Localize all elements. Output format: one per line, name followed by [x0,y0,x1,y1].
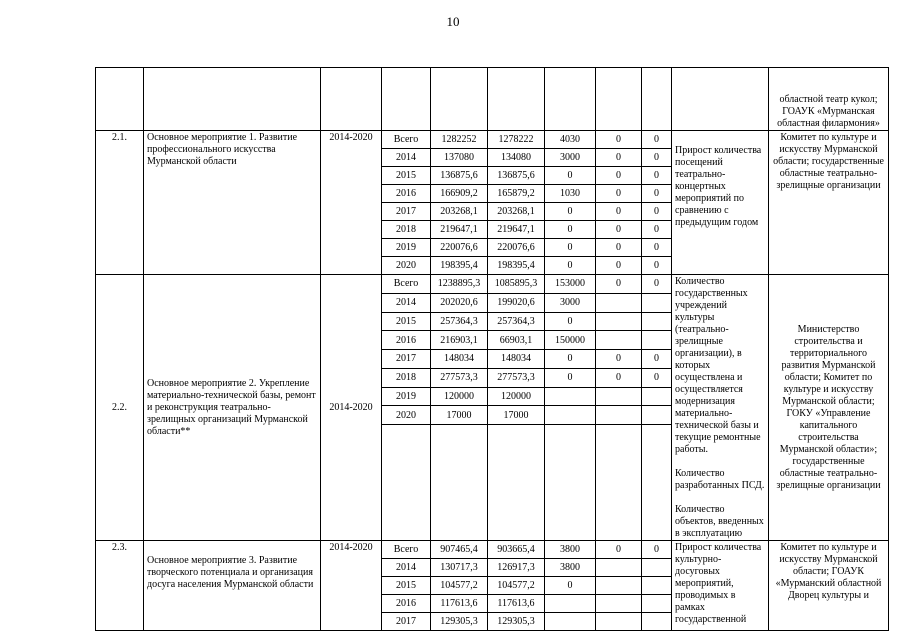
cell-year: 2016 [382,185,431,203]
cell-vb: 0 [642,203,672,221]
cell-fb [545,613,596,631]
cell-year: Всего [382,541,431,559]
cell-total: 216903,1 [431,331,488,350]
measure-result: Прирост количества посещений театрально-концертных мероприятий по сравнению с предыдущим годом [672,131,769,275]
cell-fb: 3000 [545,149,596,167]
cell-mb: 0 [596,203,642,221]
cell-ob: 126917,3 [488,559,545,577]
cell-mb: 0 [596,167,642,185]
cell-fb: 3800 [545,541,596,559]
cell-year: Всего [382,131,431,149]
table-row [96,541,889,559]
cell-vb: 0 [642,257,672,275]
measure-period: 2014-2020 [321,275,382,541]
cell-total: 907465,4 [431,541,488,559]
cell-total: 166909,2 [431,185,488,203]
continuation-executor: областной театр кукол; ГОАУК «Мурманская областная филармония» [769,68,889,131]
cell-total: 202020,6 [431,293,488,312]
cell-fb: 0 [545,577,596,595]
measure-period: 2014-2020 [321,541,382,631]
cell-ob: 148034 [488,350,545,369]
cell-fb: 4030 [545,131,596,149]
cell-vb: 0 [642,275,672,294]
cell-year: 2018 [382,368,431,387]
cell-vb: 0 [642,541,672,559]
program-table [95,67,889,631]
cell-mb [596,387,642,406]
cell-fb: 0 [545,368,596,387]
cell-ob: 198395,4 [488,257,545,275]
cell-total: 104577,2 [431,577,488,595]
measure-period: 2014-2020 [321,131,382,275]
cell-ob: 1278222 [488,131,545,149]
cell-fb: 0 [545,239,596,257]
cell-ob: 903665,4 [488,541,545,559]
cell-mb: 0 [596,275,642,294]
cell-ob: 219647,1 [488,221,545,239]
cell-fb [545,387,596,406]
cell-ob: 1085895,3 [488,275,545,294]
cell-vb: 0 [642,239,672,257]
cell-fb: 1030 [545,185,596,203]
cell-year: Всего [382,275,431,294]
measure-title: Основное мероприятие 3. Развитие творческого потенциала и организация досуга населения Мурманской области [144,541,321,631]
cell-vb [642,595,672,613]
cell-total: 203268,1 [431,203,488,221]
cell-fb: 3800 [545,559,596,577]
table-row [96,275,889,294]
measure-number: 2.3. [96,541,144,631]
cell-total: 117613,6 [431,595,488,613]
cell-mb [596,293,642,312]
cell-year: 2020 [382,406,431,425]
cell-mb [596,406,642,425]
cell-total: 17000 [431,406,488,425]
cell-ob: 165879,2 [488,185,545,203]
cell-total: 277573,3 [431,368,488,387]
cell-ob: 66903,1 [488,331,545,350]
measure-number: 2.2. [96,275,144,541]
cell-mb [596,595,642,613]
cell-total: 137080 [431,149,488,167]
measure-executor: Комитет по культуре и искусству Мурманской области; ГОАУК «Мурманский областной Дворец культуры и [769,541,889,631]
cell-year: 2019 [382,239,431,257]
cell-year: 2017 [382,350,431,369]
cell-year: 2020 [382,257,431,275]
cell-vb [642,577,672,595]
cell-year: 2015 [382,312,431,331]
cell-year: 2014 [382,559,431,577]
cell-ob: 203268,1 [488,203,545,221]
cell-mb [596,559,642,577]
cell-mb: 0 [596,239,642,257]
cell-mb: 0 [596,541,642,559]
cell-fb: 0 [545,312,596,331]
cell-fb: 3000 [545,293,596,312]
cell-year: 2014 [382,149,431,167]
cell-total: 130717,3 [431,559,488,577]
cell-total: 220076,6 [431,239,488,257]
cell-year: 2015 [382,577,431,595]
cell-vb: 0 [642,167,672,185]
cell-total: 1282252 [431,131,488,149]
cell-fb: 153000 [545,275,596,294]
cell-vb [642,406,672,425]
cell-fb: 0 [545,221,596,239]
cell-ob: 104577,2 [488,577,545,595]
cell-vb [642,312,672,331]
cell-ob: 277573,3 [488,368,545,387]
measure-number: 2.1. [96,131,144,275]
cell-year: 2018 [382,221,431,239]
cell-vb [642,387,672,406]
cell-fb: 150000 [545,331,596,350]
cell-ob: 199020,6 [488,293,545,312]
cell-ob: 120000 [488,387,545,406]
cell-ob: 17000 [488,406,545,425]
cell-ob: 136875,6 [488,167,545,185]
cell-mb: 0 [596,368,642,387]
cell-mb: 0 [596,257,642,275]
measure-title: Основное мероприятие 2. Укрепление материально-технической базы, ремонт и реконструкция театрально-зрелищных организаций Мурманской области** [144,275,321,541]
cell-mb [596,613,642,631]
cell-total: 1238895,3 [431,275,488,294]
cell-mb: 0 [596,185,642,203]
cell-mb: 0 [596,350,642,369]
cell-total: 198395,4 [431,257,488,275]
cell-year: 2014 [382,293,431,312]
cell-vb [642,293,672,312]
cell-ob: 220076,6 [488,239,545,257]
cell-vb: 0 [642,350,672,369]
measure-executor: Комитет по культуре и искусству Мурманской области; государственные областные театрально-зрелищные организации [769,131,889,275]
cell-vb: 0 [642,131,672,149]
cell-ob: 257364,3 [488,312,545,331]
cell-vb: 0 [642,185,672,203]
cell-total: 219647,1 [431,221,488,239]
cell-total: 129305,3 [431,613,488,631]
cell-vb [642,559,672,577]
cell-year: 2016 [382,331,431,350]
cell-year: 2016 [382,595,431,613]
cell-mb: 0 [596,131,642,149]
measure-result: Количество государственных учреждений культуры (театрально-зрелищные организации), в которых осуществлена и осуществляется модернизация материально-технической базы и текущие ремонтные работы. Количество разработанных ПСД. Количество объектов, введенных в эксплуатацию [672,275,769,541]
cell-year: 2019 [382,387,431,406]
cell-year: 2017 [382,203,431,221]
cell-vb: 0 [642,368,672,387]
measure-title: Основное мероприятие 1. Развитие профессионального искусства Мурманской области [144,131,321,275]
cell-mb: 0 [596,221,642,239]
cell-vb [642,613,672,631]
cell-vb [642,331,672,350]
cell-total: 136875,6 [431,167,488,185]
cell-total: 257364,3 [431,312,488,331]
cell-mb: 0 [596,149,642,167]
cell-fb [545,595,596,613]
cell-fb: 0 [545,350,596,369]
cell-fb: 0 [545,167,596,185]
cell-fb [545,406,596,425]
cell-ob: 129305,3 [488,613,545,631]
table-row [96,131,889,149]
cell-fb: 0 [545,257,596,275]
measure-executor: Министерство строительства и территориального развития Мурманской области; Комитет по культуре и искусству Мурманской области; ГОКУ «Управление капитального строительства Мурманской области»; государственные областные театрально-зрелищные организации [769,275,889,541]
page-number: 10 [446,14,460,29]
cell-vb: 0 [642,221,672,239]
cell-ob: 117613,6 [488,595,545,613]
continuation-row [96,68,889,131]
measure-result: Прирост количества культурно-досуговых мероприятий, проводимых в рамках государственной [672,541,769,631]
cell-mb [596,312,642,331]
cell-mb [596,331,642,350]
cell-mb [596,577,642,595]
cell-vb: 0 [642,149,672,167]
cell-fb: 0 [545,203,596,221]
cell-ob: 134080 [488,149,545,167]
cell-total: 148034 [431,350,488,369]
cell-year: 2017 [382,613,431,631]
cell-total: 120000 [431,387,488,406]
cell-year: 2015 [382,167,431,185]
